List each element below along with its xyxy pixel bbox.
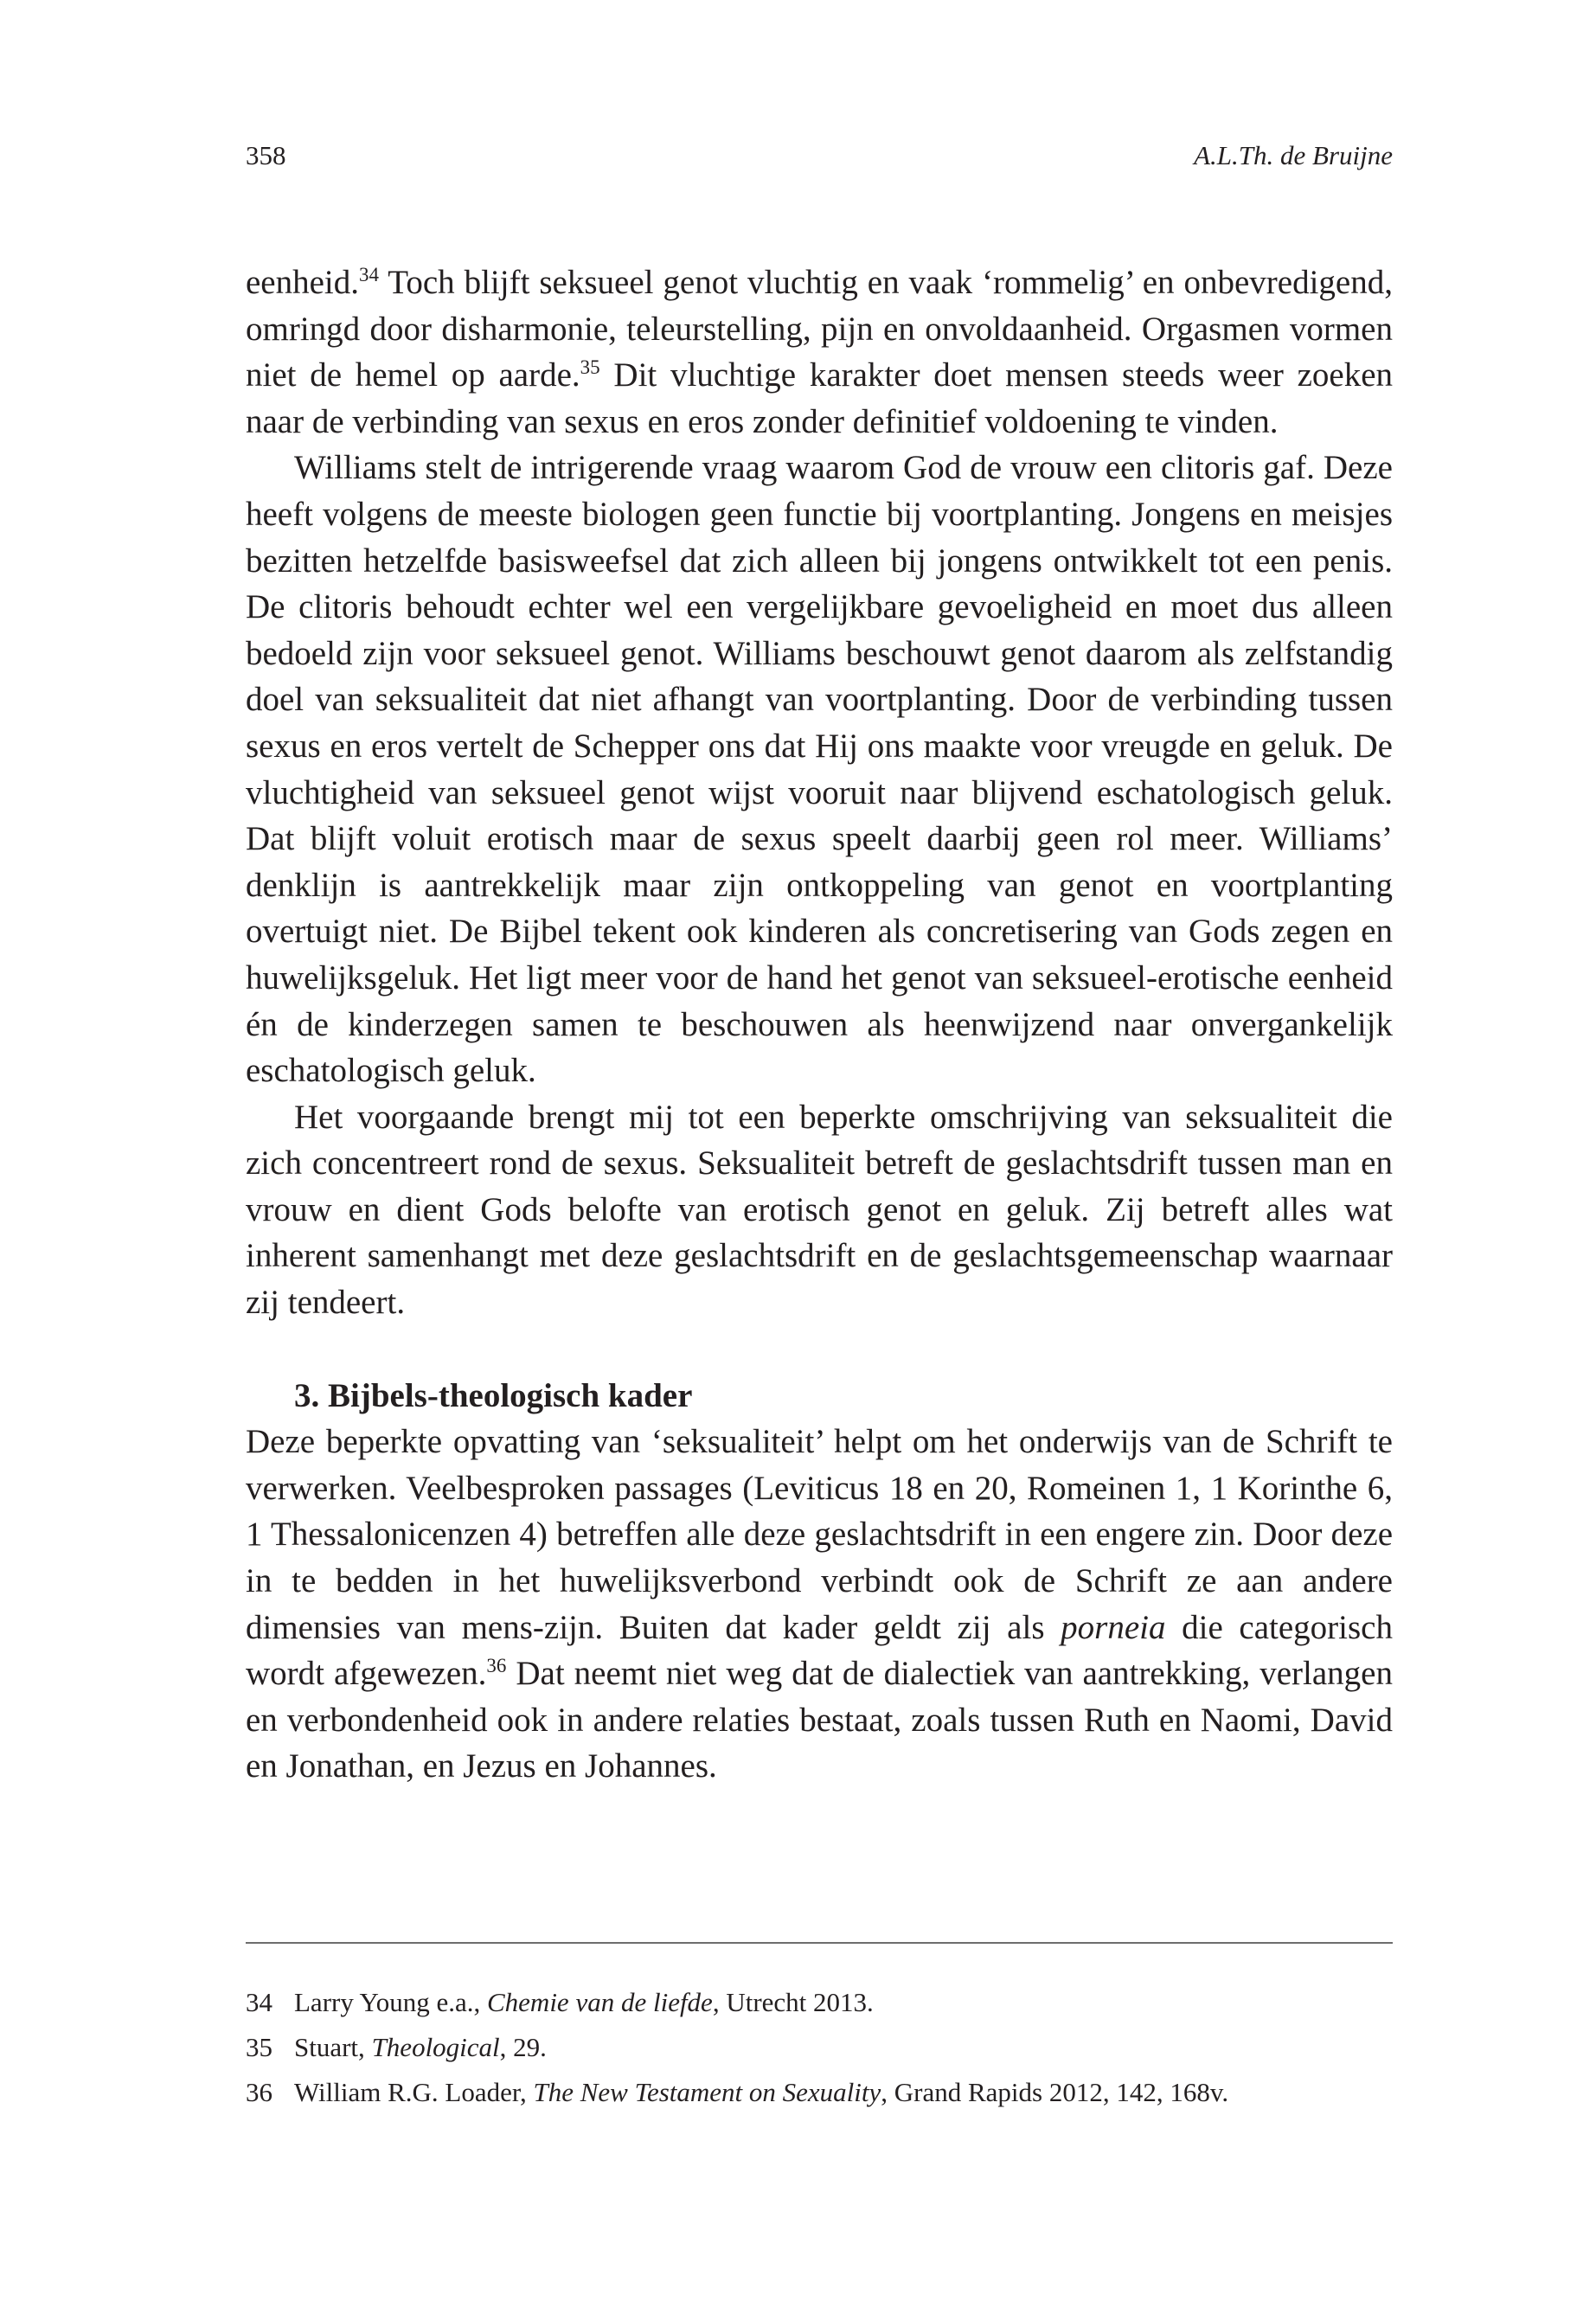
- body-text: [246, 260, 1393, 1790]
- running-head-author: A.L.Th. de Bruijne: [1194, 140, 1393, 170]
- paragraph-3: Het voorgaande brengt mij tot een beperkte omschrijving van seksualiteit die zich concentreert rond de sexus. Seksualiteit betreft de geslachtsdrift tussen man en vrouw en dient Gods belofte van erotisch genot en geluk. Zij betreft alles wat inherent samenhangt met deze geslachtsdrift en de geslachtsgemeenschap waarnaar zij tendeert.: [246, 1098, 1393, 1322]
- footnote-36: [246, 2070, 1393, 2115]
- footnotes: [246, 1980, 1393, 2115]
- paragraph-1: eenheid.$^{34}$ Toch blijft seksueel genot vluchtig en vaak ‘rommelig’ en onbevredigend, omringd door disharmonie, teleurstelling, pijn en onvoldaanheid. Orgasmen vormen niet de hemel op aarde.$^{35}$ Dit vluchtige karakter doet mensen steeds weer zoeken naar de verbinding van sexus en eros zonder definitief voldoening te vinden.: [246, 264, 1393, 440]
- page-number: 358: [246, 140, 286, 170]
- footnote-ref-34[interactable]: 34: [359, 264, 380, 285]
- footnote-text: Larry Young e.a., Chemie van de liefde, Utrecht 2013.: [294, 1987, 874, 2017]
- footnote-divider: [246, 1942, 1393, 1944]
- footnote-text: William R.G. Loader, The New Testament on Sexuality, Grand Rapids 2012, 142, 168v.: [294, 2077, 1229, 2107]
- footnote-ref-35[interactable]: 35: [580, 356, 600, 379]
- footnote-number: 34: [246, 1987, 272, 2017]
- footnote-number: 35: [246, 2032, 272, 2062]
- footnote-35: [246, 2025, 1393, 2070]
- paragraph-2: Williams stelt de intrigerende vraag waarom God de vrouw een clitoris gaf. Deze heeft volgens de meeste biologen geen functie bij voortplanting. Jongens en meisjes bezitten hetzelfde basisweefsel dat zich alleen bij jongens ontwikkelt tot een penis. De clitoris behoudt echter wel een vergelijkbare gevoeligheid en moet dus alleen bedoeld zijn voor seksueel genot. Williams beschouwt genot daarom als zelfstandig doel van seksualiteit dat niet afhangt van voortplanting. Door de verbinding tussen sexus en eros vertelt de Schepper ons dat Hij ons maakte voor vreugde en geluk. De vluchtigheid van seksueel genot wijst vooruit naar blijvend eschatologisch geluk. Dat blijft voluit erotisch maar de sexus speelt daarbij geen rol meer. Williams’ denklijn is aantrekkelijk maar zijn ontkoppeling van genot en voortplanting overtuigt niet. De Bijbel tekent ook kinderen als concretisering van Gods zegen en huwelijksgeluk. Het ligt meer voor de hand het genot van seksueel-erotische eenheid én de kinderzegen samen te beschouwen als heenwijzend naar onvergankelijk eschatologisch geluk.: [246, 449, 1393, 1090]
- footnote-number: 36: [246, 2077, 272, 2107]
- footnote-34: [246, 1980, 1393, 2025]
- term-porneia: porneia: [1061, 1608, 1166, 1646]
- page-header: [246, 138, 1393, 173]
- footnote-text: Stuart, Theological, 29.: [294, 2032, 547, 2062]
- paragraph-4: Deze beperkte opvatting van ‘seksualiteit’ helpt om het onderwijs van de Schrift te verwerken. Veelbesproken passages (Leviticus 18 en 20, Romeinen 1, 1 Korinthe 6, 1 Thessalonicenzen 4) betreffen alle deze geslachtsdrift in een engere zin. Door deze in te bedden in het huwelijksverbond verbindt ook de Schrift ze aan andere dimensies van mens-zijn. Buiten dat kader geldt zij als porneia die categorisch wordt afgewezen.$^{36}$ Dat neemt niet weg dat de dialectiek van aantrekking, verlangen en verbondenheid ook in andere relaties bestaat, zoals tussen Ruth en Naomi, David en Jonathan, en Jezus en Johannes.: [246, 1423, 1393, 1785]
- section-heading: 3. Bijbels-theologisch kader: [294, 1376, 693, 1414]
- footnote-ref-36[interactable]: 36: [486, 1655, 507, 1677]
